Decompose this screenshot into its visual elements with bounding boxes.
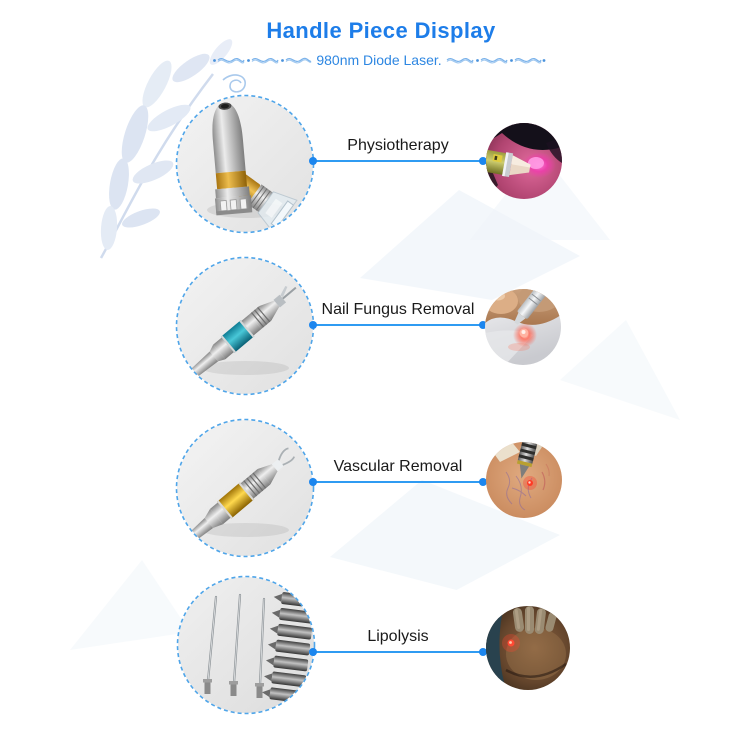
- nail-fungus-handpiece-illustration: [175, 256, 315, 396]
- ornament-right-icon: [446, 53, 546, 67]
- physiotherapy-handpiece-circle: [175, 94, 315, 234]
- ornament-left-icon: [212, 53, 312, 67]
- lipolysis-needles-illustration: [176, 575, 316, 715]
- physiotherapy-label: Physiotherapy: [347, 137, 449, 154]
- connector-line: [312, 160, 484, 162]
- lipolysis-connector: [312, 627, 484, 653]
- nail-fungus-treatment-photo: [485, 289, 561, 365]
- background-polygon: [70, 560, 190, 650]
- lipolysis-treatment-photo: [486, 606, 570, 690]
- connector-line: [312, 651, 484, 653]
- vascular-handpiece-illustration: [175, 418, 315, 558]
- subtitle-text: 980nm Diode Laser.: [316, 52, 442, 68]
- physiotherapy-connector: [312, 136, 484, 162]
- connector-line: [312, 481, 484, 483]
- background-polygon: [560, 320, 680, 420]
- vascular-photo-circle: [486, 442, 562, 523]
- physiotherapy-photo-circle: [486, 123, 562, 204]
- lipolysis-label: Lipolysis: [367, 628, 429, 645]
- physiotherapy-handpiece-illustration: [175, 94, 315, 234]
- nail-fungus-connector: [312, 300, 484, 326]
- nail-fungus-handpiece-circle: [175, 256, 315, 396]
- lipolysis-needles-circle: [176, 575, 316, 715]
- nail-fungus-photo-circle: [485, 289, 561, 370]
- page-header: [0, 18, 750, 68]
- physiotherapy-treatment-photo: [486, 123, 562, 199]
- vascular-treatment-photo: [486, 442, 562, 518]
- vascular-label: Vascular Removal: [333, 458, 463, 475]
- lipolysis-photo-circle: [486, 606, 570, 695]
- vascular-connector: [312, 457, 484, 483]
- vascular-handpiece-circle: [175, 418, 315, 558]
- subtitle-row: [4, 52, 750, 68]
- connector-line: [312, 324, 484, 326]
- page-title: Handle Piece Display: [266, 18, 496, 43]
- nail-fungus-label: Nail Fungus Removal: [321, 301, 475, 318]
